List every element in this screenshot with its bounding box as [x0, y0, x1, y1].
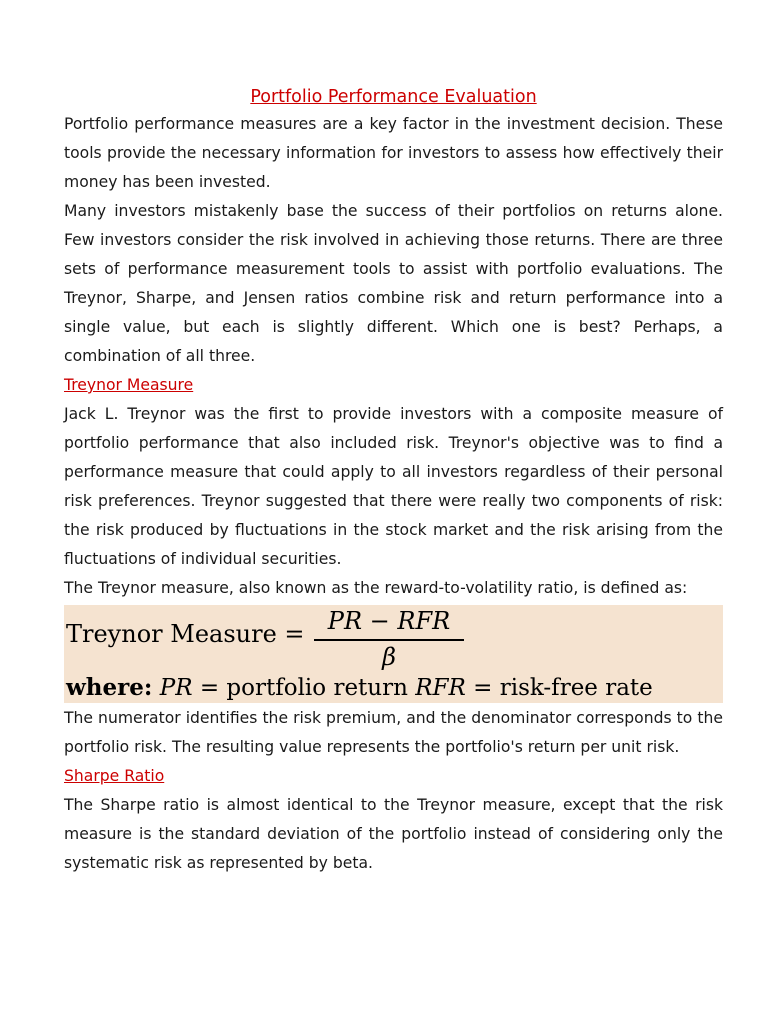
- treynor-heading: Treynor Measure: [64, 376, 194, 394]
- formula-fraction: [314, 605, 464, 671]
- fraction-bar: [314, 639, 464, 641]
- intro-paragraph-2: Many investors mistakenly base the success of their portfolios on returns alone. Few investors consider the risk involved in achieving those returns. There are three sets of performance measurement tools to assist with portfolio evaluations. The Treynor, Sharpe, and Jensen ratios combine risk and return performance into a single value, but each is slightly different. Which one is best? Perhaps, a combination of all three.: [64, 202, 723, 365]
- treynor-formula-image: [64, 605, 723, 703]
- document-page: [64, 84, 723, 878]
- formula-lhs: Treynor Measure =: [66, 620, 305, 648]
- formula-denominator: β: [382, 642, 396, 671]
- intro-paragraph-1: Portfolio performance measures are a key factor in the investment decision. These tools provide the necessary information for investors to assess how effectively their money has been invested.: [64, 115, 723, 191]
- pr-definition: = portfolio return: [199, 675, 408, 701]
- formula-definitions: [66, 673, 653, 703]
- where-label: where:: [66, 674, 153, 701]
- treynor-paragraph-2: The Treynor measure, also known as the reward-to-volatility ratio, is defined as:: [64, 579, 688, 597]
- treynor-after-paragraph: The numerator identifies the risk premium, and the denominator corresponds to the portfolio risk. The resulting value represents the portfolio's return per unit risk.: [64, 709, 723, 756]
- rfr-symbol: RFR: [415, 675, 466, 701]
- treynor-paragraph-1: Jack L. Treynor was the first to provide investors with a composite measure of portfolio performance that also included risk. Treynor's objective was to find a performance measure that could apply to all investors regardless of their personal risk preferences. Treynor suggested that there were really two components of risk: the risk produced by fluctuations in the stock market and the risk arising from the fluctuations of individual securities.: [64, 405, 723, 568]
- pr-symbol: PR: [159, 675, 193, 701]
- rfr-definition: = risk-free rate: [473, 675, 653, 701]
- formula-numerator: PR − RFR: [327, 607, 451, 635]
- sharpe-heading: Sharpe Ratio: [64, 767, 165, 785]
- sharpe-paragraph-1: The Sharpe ratio is almost identical to the Treynor measure, except that the risk measure is the standard deviation of the portfolio instead of considering only the systematic risk as represented by beta.: [64, 796, 723, 872]
- document-title: Portfolio Performance Evaluation: [250, 87, 537, 107]
